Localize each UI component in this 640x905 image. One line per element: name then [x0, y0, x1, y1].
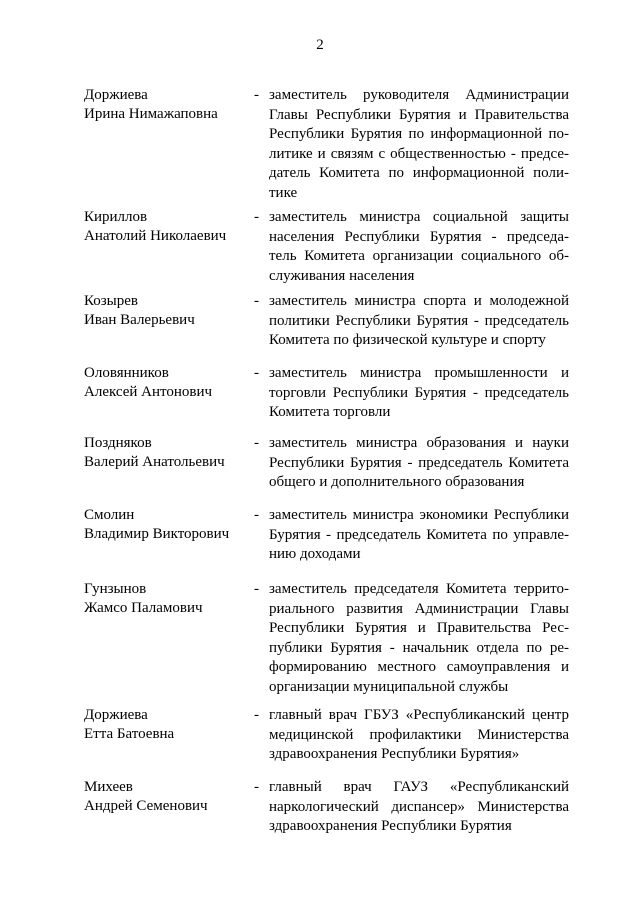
- position-line: датель Комитета по информационной поли-: [269, 165, 569, 181]
- position-line: главный врач ГБУЗ «Республиканский центр: [269, 707, 569, 723]
- position-description: [269, 86, 569, 203]
- surname: Доржиева: [84, 87, 148, 103]
- list-item: [0, 580, 640, 700]
- position-line: служивания населения: [269, 267, 415, 284]
- position-line: публики Бурятия - начальник отдела по ре-: [269, 639, 569, 656]
- position-line: здравоохранения Республики Бурятия: [269, 818, 512, 834]
- position-line: нию доходами: [269, 546, 361, 562]
- position-line: заместитель министра экономики Республики: [269, 507, 569, 523]
- position-line: общего и дополнительного образования: [269, 474, 525, 490]
- position-line: организации муниципальной службы: [269, 678, 509, 695]
- dash-separator: -: [254, 581, 259, 597]
- surname: Смолин: [84, 507, 135, 523]
- dash-separator: -: [254, 435, 259, 451]
- dash-separator: -: [254, 87, 259, 103]
- dash-separator: -: [254, 365, 259, 381]
- page-number: 2: [316, 37, 324, 53]
- person-name: [84, 292, 254, 330]
- position-line: Комитета по физической культуре и спорту: [269, 332, 546, 348]
- position-line: формированию местного самоуправления и: [269, 659, 569, 675]
- given-names: Етта Батоевна: [84, 726, 175, 742]
- list-item: [0, 778, 640, 898]
- dash-separator: -: [254, 507, 259, 523]
- person-name: [84, 580, 254, 618]
- dash-separator: -: [254, 209, 259, 225]
- surname: Кириллов: [84, 209, 148, 225]
- position-line: Республики Бурятия - председатель Комитета: [269, 454, 569, 471]
- position-line: заместитель министра промышленности и: [269, 365, 569, 381]
- given-names: Ирина Нимажаповна: [84, 106, 218, 122]
- position-description: [269, 706, 569, 765]
- given-names: Андрей Семенович: [84, 798, 208, 814]
- given-names: Жамсо Паламович: [84, 600, 203, 616]
- list-item: [0, 86, 640, 206]
- position-line: риального развития Администрации Главы: [269, 600, 569, 617]
- surname: Козырев: [84, 293, 139, 309]
- position-line: здравоохранения Республики Бурятия»: [269, 746, 520, 762]
- given-names: Владимир Викторович: [84, 526, 230, 542]
- position-line: политики Республики Бурятия - председатель: [269, 312, 569, 329]
- position-line: Комитета торговли: [269, 404, 391, 420]
- surname: Гунзынов: [84, 581, 147, 597]
- position-line: наркологический диспансер» Министерства: [269, 798, 569, 815]
- person-name: [84, 506, 254, 544]
- position-description: [269, 506, 569, 565]
- position-line: тике: [269, 184, 298, 201]
- given-names: Алексей Антонович: [84, 384, 213, 400]
- position-line: заместитель руководителя Администрации: [269, 87, 569, 103]
- person-name: [84, 86, 254, 124]
- position-line: Главы Республики Бурятия и Правительства: [269, 106, 569, 123]
- position-line: заместитель министра социальной защиты: [269, 209, 569, 225]
- given-names: Валерий Анатольевич: [84, 454, 225, 470]
- person-name: [84, 208, 254, 246]
- dash-separator: -: [254, 293, 259, 309]
- position-line: Республики Бурятия по информационной по-: [269, 126, 569, 142]
- position-description: [269, 778, 569, 837]
- position-line: литике и связям с общественностью - предсе-: [269, 145, 569, 162]
- position-description: [269, 292, 569, 351]
- position-line: медицинской профилактики Министерства: [269, 726, 569, 743]
- person-name: [84, 706, 254, 744]
- surname: Поздняков: [84, 435, 152, 451]
- given-names: Иван Валерьевич: [84, 312, 195, 328]
- person-name: [84, 434, 254, 472]
- surname: Доржиева: [84, 707, 148, 723]
- surname: Михеев: [84, 779, 133, 795]
- person-name: [84, 778, 254, 816]
- position-line: Республики Бурятия и Правительства Рес-: [269, 620, 569, 636]
- dash-separator: -: [254, 707, 259, 723]
- person-name: [84, 364, 254, 402]
- position-description: [269, 434, 569, 493]
- position-line: заместитель председателя Комитета террито-: [269, 581, 569, 597]
- position-description: [269, 364, 569, 423]
- surname: Оловянников: [84, 365, 169, 381]
- position-line: населения Республики Бурятия - председа-: [269, 228, 569, 245]
- position-line: Бурятия - председатель Комитета по управле-: [269, 526, 569, 543]
- given-names: Анатолий Николаевич: [84, 228, 227, 244]
- position-description: [269, 580, 569, 697]
- position-line: главный врач ГАУЗ «Республиканский: [269, 779, 569, 795]
- position-line: тель Комитета организации социального об-: [269, 248, 569, 264]
- position-line: заместитель министра спорта и молодежной: [269, 293, 569, 309]
- position-line: заместитель министра образования и науки: [269, 435, 569, 451]
- position-line: торговли Республики Бурятия - председатель: [269, 384, 569, 401]
- dash-separator: -: [254, 779, 259, 795]
- position-description: [269, 208, 569, 286]
